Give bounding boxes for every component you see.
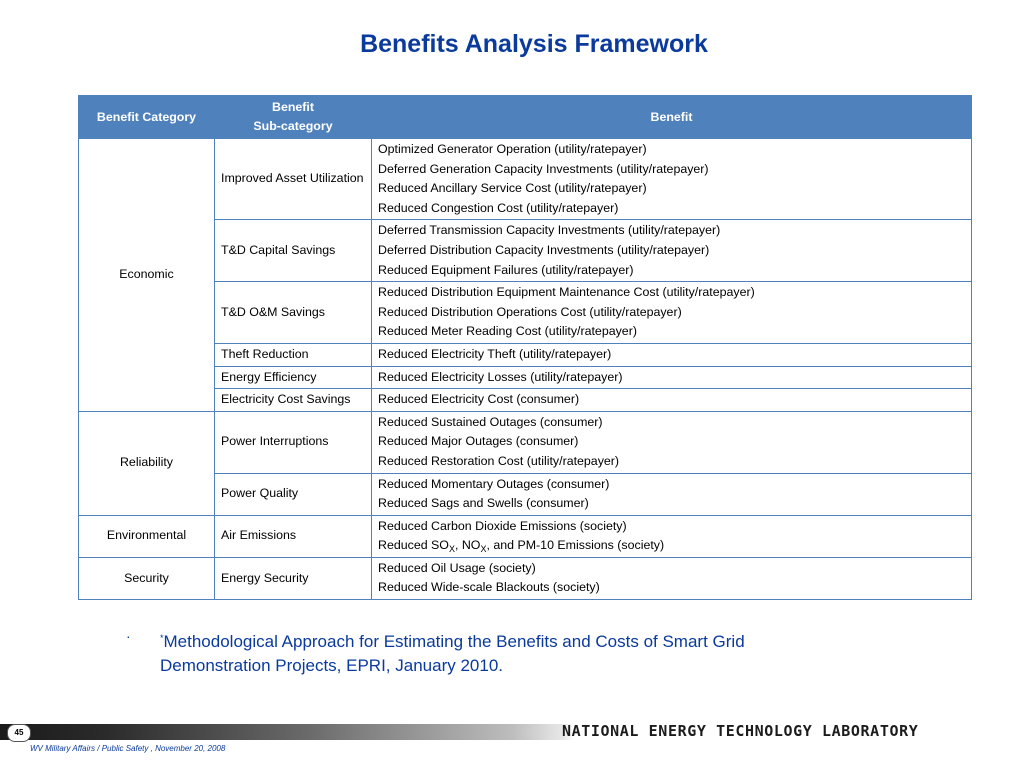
benefit-item: Reduced Major Outages (consumer)	[378, 434, 579, 449]
emissions-text-suffix: , and PM-10 Emissions (society)	[486, 538, 665, 553]
benefit-category-cell: Environmental	[79, 515, 215, 557]
benefit-subcategory-cell: Power Interruptions	[215, 411, 372, 473]
benefit-subcategory-cell: Energy Security	[215, 557, 372, 599]
benefits-table	[78, 95, 972, 600]
benefit-item: Deferred Distribution Capacity Investments (utility/ratepayer)	[378, 242, 710, 257]
benefit-item: Reduced Wide-scale Blackouts (society)	[378, 580, 600, 595]
benefit-item: Reduced Electricity Losses (utility/ratepayer)	[378, 369, 623, 384]
table-row	[79, 411, 972, 473]
benefit-category-cell: Economic	[79, 139, 215, 412]
benefit-item: Reduced Congestion Cost (utility/ratepayer)	[378, 200, 619, 215]
note-text-line2: Demonstration Projects, EPRI, January 2010.	[160, 656, 503, 675]
benefit-item: Reduced Sustained Outages (consumer)	[378, 414, 603, 429]
header-benefit-category: Benefit Category	[79, 96, 215, 139]
benefit-subcategory-cell: Air Emissions	[215, 515, 372, 557]
table-row	[79, 515, 972, 557]
benefit-list-cell	[372, 411, 972, 473]
benefit-item: Reduced Electricity Cost (consumer)	[378, 392, 580, 407]
benefit-subcategory-cell: T&D Capital Savings	[215, 220, 372, 282]
emissions-text-sub2: X	[480, 544, 487, 555]
benefit-list-cell	[372, 343, 972, 366]
table-row	[79, 557, 972, 599]
table-body	[79, 139, 972, 600]
benefit-subcategory-cell: Electricity Cost Savings	[215, 389, 372, 412]
benefit-category-cell: Security	[79, 557, 215, 599]
note-marker: *	[160, 633, 164, 643]
benefit-item: Reduced Electricity Theft (utility/ratepayer)	[378, 346, 612, 361]
benefit-subcategory-cell: Theft Reduction	[215, 343, 372, 366]
benefit-item-emissions	[378, 536, 965, 556]
table-row	[79, 139, 972, 220]
benefit-item: Reduced Distribution Equipment Maintenance Cost (utility/ratepayer)	[378, 285, 755, 300]
note-text-line1: Methodological Approach for Estimating the Benefits and Costs of Smart Grid	[163, 632, 745, 651]
benefit-list-cell	[372, 282, 972, 344]
benefit-item: Reduced Ancillary Service Cost (utility/ratepayer)	[378, 181, 647, 196]
header-subcategory-line1: Benefit	[272, 100, 314, 114]
benefit-subcategory-cell: Power Quality	[215, 473, 372, 515]
citation-note	[160, 626, 880, 678]
benefit-list-cell	[372, 515, 972, 557]
benefit-list-cell	[372, 557, 972, 599]
benefit-item: Reduced Momentary Outages (consumer)	[378, 476, 610, 491]
slide-title: Benefits Analysis Framework	[360, 30, 708, 58]
benefit-item: Reduced Carbon Dioxide Emissions (society)	[378, 518, 627, 533]
benefit-item: Reduced Meter Reading Cost (utility/ratepayer)	[378, 324, 637, 339]
benefit-subcategory-cell: Improved Asset Utilization	[215, 139, 372, 220]
lab-logo: NATIONAL ENERGY TECHNOLOGY LABORATORY	[562, 722, 919, 740]
benefit-category-cell: Reliability	[79, 411, 215, 515]
benefit-item: Deferred Transmission Capacity Investments (utility/ratepayer)	[378, 223, 721, 238]
benefit-subcategory-cell: Energy Efficiency	[215, 366, 372, 389]
footer-text: WV Military Affairs / Public Safety , November 20, 2008	[30, 744, 226, 753]
header-benefit-subcategory	[215, 96, 372, 139]
benefit-list-cell	[372, 139, 972, 220]
header-benefit: Benefit	[372, 96, 972, 139]
benefit-subcategory-cell: T&D O&M Savings	[215, 282, 372, 344]
emissions-text-mid: , NO	[454, 538, 481, 553]
note-bullet: ·	[126, 628, 131, 644]
header-subcategory-line2: Sub-category	[253, 119, 333, 133]
benefit-list-cell	[372, 220, 972, 282]
benefit-list-cell	[372, 473, 972, 515]
benefit-item: Optimized Generator Operation (utility/ratepayer)	[378, 142, 647, 156]
benefit-list-cell	[372, 389, 972, 412]
benefit-item: Reduced Sags and Swells (consumer)	[378, 496, 589, 511]
benefit-item: Reduced Oil Usage (society)	[378, 560, 536, 575]
page-number-badge: 45	[7, 724, 31, 742]
benefit-item: Reduced Restoration Cost (utility/ratepayer)	[378, 453, 620, 468]
table-header-row	[79, 96, 972, 139]
emissions-text-prefix: Reduced SO	[378, 538, 449, 553]
benefit-list-cell	[372, 366, 972, 389]
emissions-text-sub1: X	[448, 544, 455, 555]
benefit-item: Reduced Distribution Operations Cost (utility/ratepayer)	[378, 304, 682, 319]
benefit-item: Deferred Generation Capacity Investments (utility/ratepayer)	[378, 161, 709, 176]
benefit-item: Reduced Equipment Failures (utility/ratepayer)	[378, 262, 634, 277]
